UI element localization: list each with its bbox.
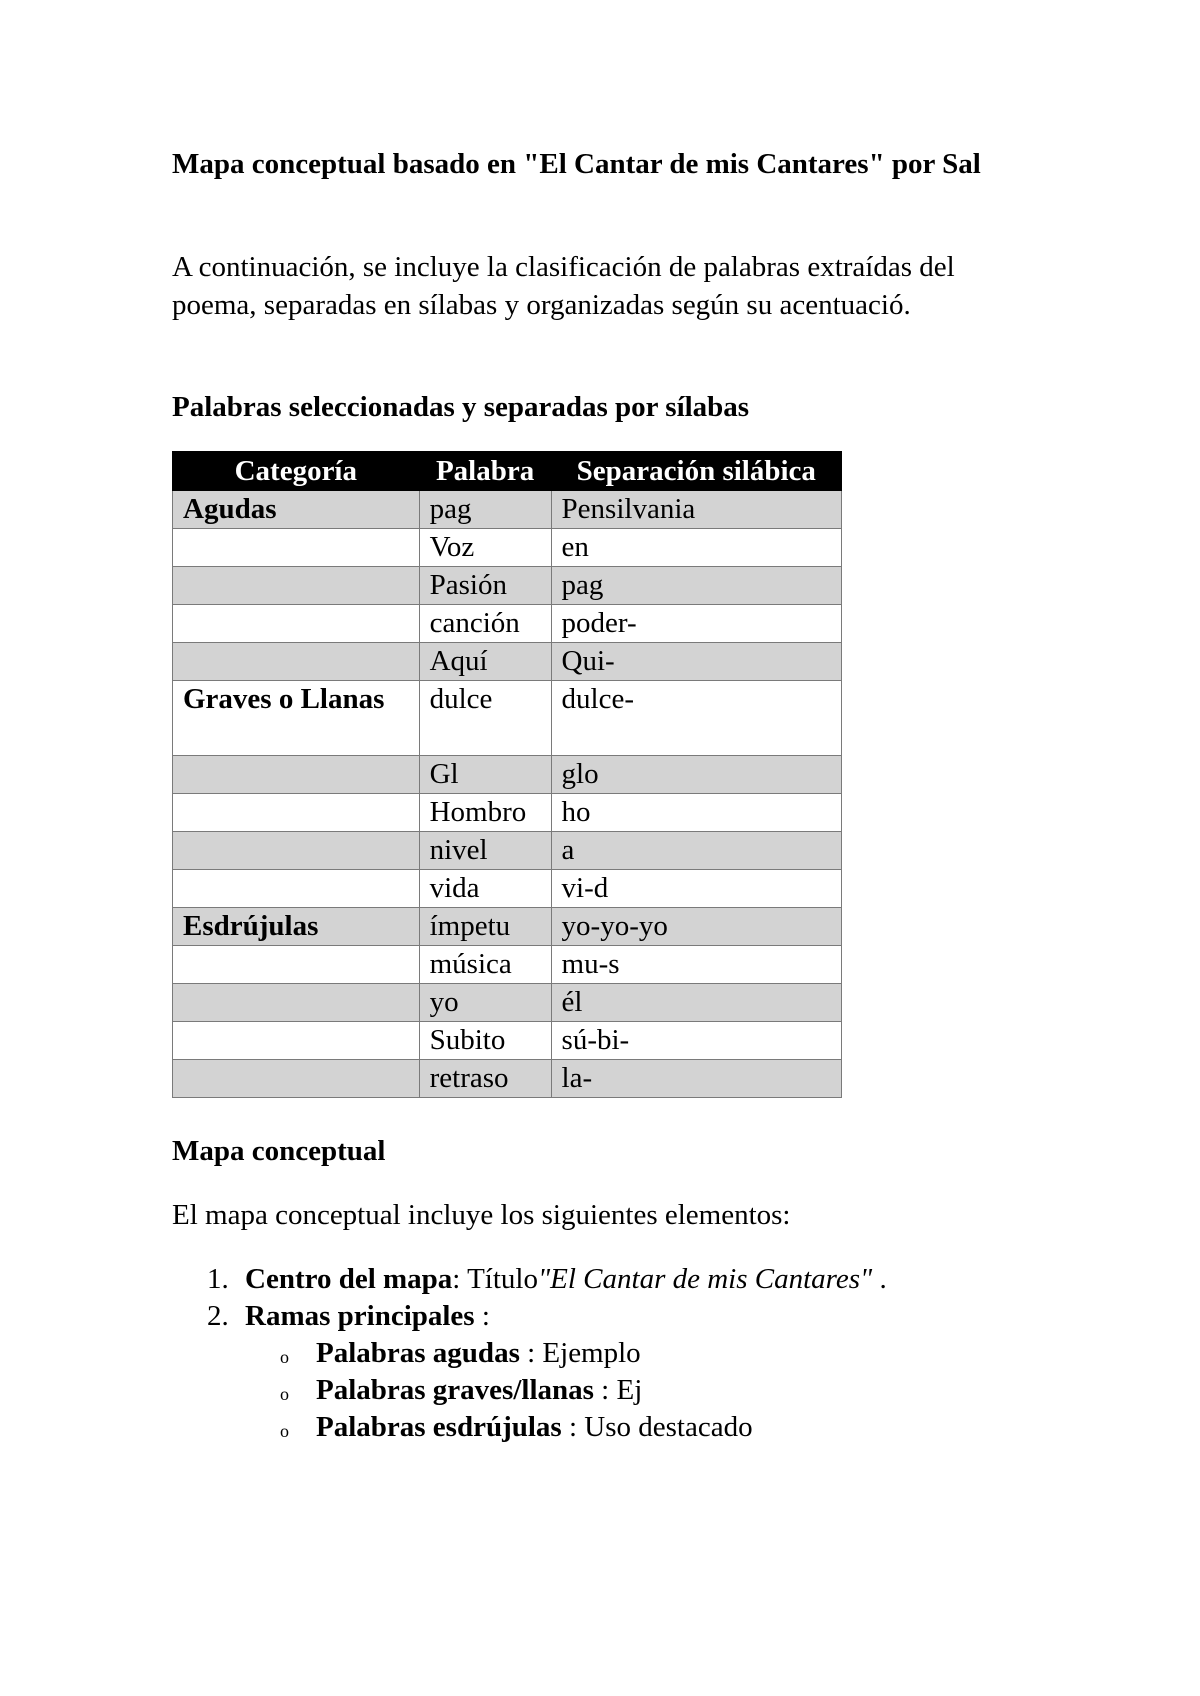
words-section-heading: Palabras seleccionadas y separadas por sílabas [172,391,750,423]
map-intro-paragraph: El mapa conceptual incluye los siguientes elementos: [172,1199,791,1231]
table-row [173,643,842,681]
map-elements-list [172,1261,887,1446]
cell-word: yo [419,984,551,1022]
cell-category [173,984,420,1022]
element-label: Centro del mapa [245,1263,453,1295]
cell-word: música [419,946,551,984]
circle-bullet-icon: o [280,1421,289,1441]
circle-bullet-icon: o [280,1384,289,1404]
branches-list [245,1335,887,1446]
list-number: 2. [207,1300,229,1332]
cell-syllables: poder- [551,605,841,643]
table-row [173,605,842,643]
cell-syllables: vi-d [551,870,841,908]
cell-category [173,756,420,794]
branch-item [172,1372,887,1409]
table-row [173,870,842,908]
cell-word: Subito [419,1022,551,1060]
table-row [173,1022,842,1060]
cell-syllables: dulce- [551,681,841,756]
branch-label: Palabras esdrújulas [316,1411,562,1443]
cell-word: Gl [419,756,551,794]
cell-syllables: pag [551,567,841,605]
cell-category: Graves o Llanas [173,681,420,756]
cell-word: vida [419,870,551,908]
element-sep: : [474,1300,490,1332]
branch-item [172,1335,887,1372]
cell-syllables: Qui- [551,643,841,681]
header-separacion: Separación silábica [551,452,841,491]
cell-syllables: glo [551,756,841,794]
cell-word: dulce [419,681,551,756]
cell-syllables: ho [551,794,841,832]
cell-word: canción [419,605,551,643]
cell-syllables: Pensilvania [551,491,841,529]
cell-category: Agudas [173,491,420,529]
intro-paragraph: A continuación, se incluye la clasificación de palabras extraídas del poema, separadas en sílabas y organizadas según su acentuació. [172,251,955,321]
table-row [173,756,842,794]
cell-category [173,605,420,643]
table-row [173,567,842,605]
cell-category [173,529,420,567]
cell-syllables: sú-bi- [551,1022,841,1060]
cell-syllables: en [551,529,841,567]
header-palabra: Palabra [419,452,551,491]
cell-word: pag [419,491,551,529]
branch-label: Palabras agudas [316,1337,520,1369]
table-row [173,794,842,832]
cell-syllables: a [551,832,841,870]
element-sep: : Título [452,1263,538,1295]
branch-text: : Ej [593,1374,643,1406]
cell-syllables: yo-yo-yo [551,908,841,946]
cell-word: Pasión [419,567,551,605]
cell-category [173,643,420,681]
table-header-row [173,452,842,491]
list-item [172,1261,887,1298]
cell-syllables: mu-s [551,946,841,984]
circle-bullet-icon: o [280,1347,289,1367]
list-item [172,1298,887,1446]
table-row [173,832,842,870]
cell-word: ímpetu [419,908,551,946]
cell-category [173,1060,420,1098]
cell-category [173,832,420,870]
table-row [173,946,842,984]
cell-word: nivel [419,832,551,870]
cell-word: Aquí [419,643,551,681]
cell-syllables: él [551,984,841,1022]
table-row [173,984,842,1022]
header-categoria: Categoría [173,452,420,491]
table-row [173,908,842,946]
branch-text: : Ejemplo [519,1337,641,1369]
cell-word: Voz [419,529,551,567]
branch-label: Palabras graves/llanas [316,1374,594,1406]
cell-word: retraso [419,1060,551,1098]
table-row [173,491,842,529]
map-section-heading: Mapa conceptual [172,1135,386,1167]
branch-item [172,1409,887,1446]
cell-category: Esdrújulas [173,908,420,946]
table-row [173,681,842,756]
table-row [173,529,842,567]
cell-category [173,1022,420,1060]
cell-category [173,870,420,908]
list-number: 1. [207,1263,229,1295]
element-italic-title: "El Cantar de mis Cantares" [537,1263,873,1295]
cell-word: Hombro [419,794,551,832]
element-tail: . [872,1263,887,1295]
cell-syllables: la- [551,1060,841,1098]
cell-category [173,567,420,605]
syllable-table [172,451,842,1098]
document-title: Mapa conceptual basado en "El Cantar de mis Cantares" por Sal [172,148,981,180]
cell-category [173,794,420,832]
element-label: Ramas principales [245,1300,475,1332]
cell-category [173,946,420,984]
branch-text: : Uso destacado [561,1411,753,1443]
table-row [173,1060,842,1098]
